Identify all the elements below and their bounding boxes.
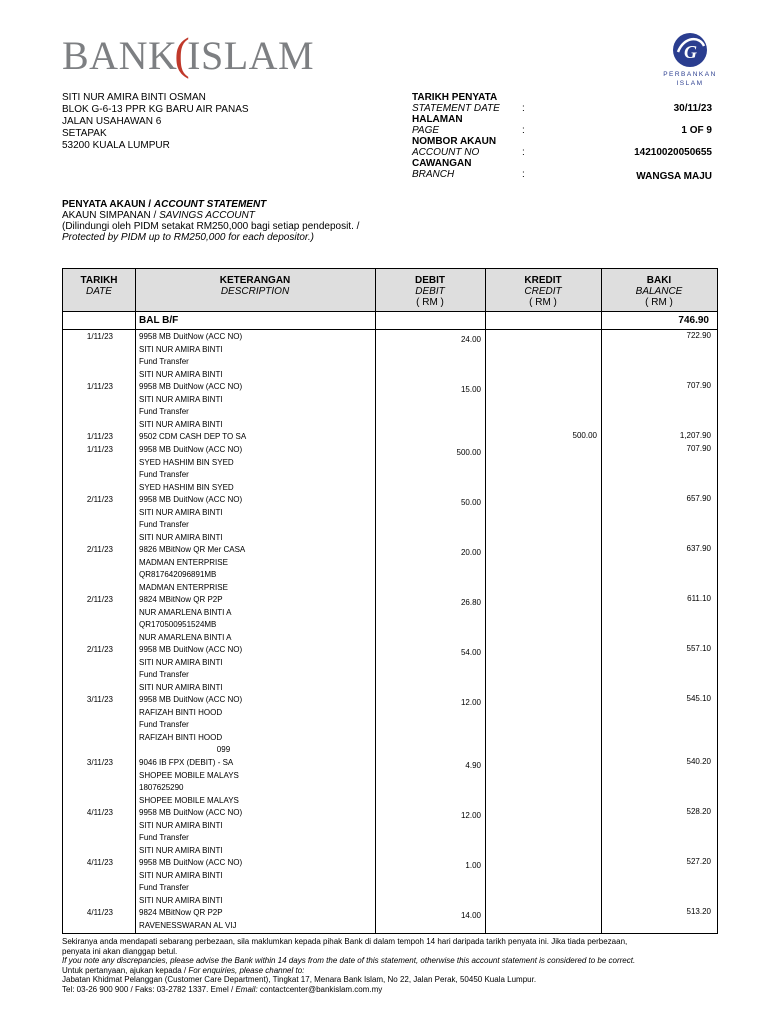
tx-description-line: SITI NUR AMIRA BINTI: [139, 657, 223, 667]
svg-text:G: G: [684, 42, 697, 62]
header-date-ms: TARIKH: [80, 275, 118, 286]
tx-balance: 513.20: [686, 907, 711, 916]
tx-description-line: SYED HASHIM BIN SYED: [139, 457, 234, 467]
header-description: [135, 275, 375, 297]
tx-description: [139, 907, 369, 932]
colon: :: [522, 125, 525, 136]
tx-description: [139, 807, 369, 857]
tx-date: 2/11/23: [86, 595, 113, 604]
tx-description-line: 9958 MB DuitNow (ACC NO): [139, 695, 243, 704]
account-type-en: SAVINGS ACCOUNT: [159, 210, 255, 221]
account-label-ms: NOMBOR AKAUN: [412, 136, 497, 147]
bal-bf-divider: [63, 329, 717, 330]
account-info: [62, 199, 359, 243]
tx-debit: 14.00: [460, 911, 481, 920]
address-line: JALAN USAHAWAN 6: [62, 116, 162, 127]
tx-balance: 637.90: [686, 544, 711, 553]
tx-debit: 1.00: [465, 861, 481, 870]
column-divider: [135, 269, 136, 933]
tx-debit: 12.00: [460, 811, 481, 820]
tx-description-line: 1807625290: [139, 783, 184, 792]
tx-description-line: 9958 MB DuitNow (ACC NO): [139, 495, 243, 504]
tx-description-line: 9958 MB DuitNow (ACC NO): [139, 382, 243, 391]
tx-description-line: SHOPEE MOBILE MALAYS: [139, 795, 239, 805]
tx-debit: 20.00: [460, 548, 481, 557]
tx-description-line: RAVENESSWARAN AL VIJ: [139, 920, 237, 930]
tx-balance: 707.90: [686, 444, 711, 453]
tx-description-line: 099: [139, 745, 231, 754]
tx-description: [139, 857, 369, 907]
emblem-text-2: ISLAM: [676, 80, 704, 87]
branch-label-ms: CAWANGAN: [412, 158, 472, 169]
address-line: SETAPAK: [62, 128, 107, 139]
tx-description-line: Fund Transfer: [139, 833, 189, 842]
tx-description-line: SITI NUR AMIRA BINTI: [139, 507, 223, 517]
header-bal-unit: ( RM ): [645, 297, 673, 308]
tx-description-line: 9826 MBitNow QR Mer CASA: [139, 545, 246, 554]
tx-balance: 657.90: [686, 494, 711, 503]
tx-description-line: SITI NUR AMIRA BINTI: [139, 532, 223, 542]
tx-balance: 722.90: [686, 331, 711, 340]
tx-description-line: RAFIZAH BINTI HOOD: [139, 732, 223, 742]
tx-description: [139, 494, 369, 544]
tx-balance: 527.20: [686, 857, 711, 866]
emblem-icon: [670, 30, 710, 70]
tx-description-line: 9958 MB DuitNow (ACC NO): [139, 445, 243, 454]
tx-date: 4/11/23: [86, 808, 113, 817]
tx-date: 2/11/23: [86, 495, 113, 504]
tx-date: 1/11/23: [86, 332, 113, 341]
address-line: BLOK G-6-13 PPR KG BARU AIR PANAS: [62, 104, 249, 115]
tx-description-line: 9824 MBitNow QR P2P: [139, 595, 223, 604]
statement-date: 30/11/23: [673, 103, 712, 114]
tx-balance: 1,207.90: [679, 431, 711, 440]
tx-description-line: 9958 MB DuitNow (ACC NO): [139, 808, 243, 817]
tx-date: 2/11/23: [86, 545, 113, 554]
tx-description: [139, 331, 369, 381]
tx-debit: 4.90: [465, 761, 481, 770]
tx-description-line: SHOPEE MOBILE MALAYS: [139, 770, 239, 780]
tx-description-line: SITI NUR AMIRA BINTI: [139, 369, 223, 379]
tx-description: [139, 757, 369, 807]
tx-description-line: 9824 MBitNow QR P2P: [139, 908, 223, 917]
tx-date: 1/11/23: [86, 382, 113, 391]
footer-email[interactable]: contactcenter@bankislam.com.my: [259, 984, 383, 994]
tx-debit: 24.00: [460, 335, 481, 344]
tx-description-line: SITI NUR AMIRA BINTI: [139, 682, 223, 692]
tx-debit: 54.00: [460, 648, 481, 657]
tx-balance: 557.10: [686, 644, 711, 653]
statement-title-en: ACCOUNT STATEMENT: [153, 199, 267, 210]
bank-logo: [62, 30, 314, 80]
header-desc-ms: KETERANGAN: [219, 275, 291, 286]
header-credit-en: CREDIT: [524, 286, 562, 297]
tx-balance: 540.20: [686, 757, 711, 766]
header-debit-en: DEBIT: [415, 286, 445, 297]
footer-line: penyata ini akan dianggap betul.: [62, 946, 178, 956]
tx-description: [139, 444, 369, 494]
tx-description: [139, 594, 369, 644]
tx-date: 2/11/23: [86, 645, 113, 654]
tx-description-line: 9958 MB DuitNow (ACC NO): [139, 645, 243, 654]
account-number: 14210020050655: [634, 147, 712, 158]
statement-meta: [412, 92, 712, 180]
tx-balance: 545.10: [686, 694, 711, 703]
header-balance: [601, 275, 717, 308]
tx-date: 3/11/23: [86, 695, 113, 704]
logo-arc: (: [174, 28, 191, 79]
colon: :: [522, 103, 525, 114]
footer-notes: [62, 937, 722, 995]
header-desc-en: DESCRIPTION: [220, 286, 290, 297]
customer-name: SITI NUR AMIRA BINTI OSMAN: [62, 92, 206, 103]
tx-balance: 611.10: [687, 594, 711, 603]
customer-address: [62, 92, 249, 152]
tx-date: 1/11/23: [86, 432, 113, 441]
tx-description-line: Fund Transfer: [139, 883, 189, 892]
tx-description: [139, 644, 369, 694]
branch-name: WANGSA MAJU: [636, 171, 712, 182]
tx-description-line: 9958 MB DuitNow (ACC NO): [139, 332, 243, 341]
pidm-note-en: Protected by PIDM up to RM250,000 for each depositor.): [62, 232, 314, 243]
tx-description-line: MADMAN ENTERPRISE: [139, 557, 228, 567]
logo-text-right: ISLAM: [187, 33, 315, 78]
perbankan-islam-emblem: [660, 30, 720, 88]
colon: :: [522, 169, 525, 180]
tx-date: 3/11/23: [86, 758, 113, 767]
emblem-text-1: PERBANKAN: [663, 71, 717, 78]
transactions-table: [62, 268, 718, 934]
page-number: 1 OF 9: [681, 125, 712, 136]
date-label-en: STATEMENT DATE: [412, 103, 500, 114]
footer-line: Jabatan Khidmat Pelanggan (Customer Care Department), Tingkat 17, Menara Bank Islam, No 22, Jalan Perak, 50450 Kuala Lumpur.: [62, 975, 537, 985]
account-label-en: ACCOUNT NO: [412, 147, 480, 158]
statement-title-ms: PENYATA AKAUN /: [62, 199, 152, 210]
tx-description-line: RAFIZAH BINTI HOOD: [139, 707, 223, 717]
tx-description-line: SITI NUR AMIRA BINTI: [139, 895, 223, 905]
tx-debit: 12.00: [460, 698, 481, 707]
tx-description-line: 9958 MB DuitNow (ACC NO): [139, 858, 243, 867]
tx-description-line: QR817642096891MB: [139, 570, 217, 579]
tx-description-line: QR170500951524MB: [139, 620, 217, 629]
tx-date: 4/11/23: [86, 858, 113, 867]
tx-description-line: SITI NUR AMIRA BINTI: [139, 820, 223, 830]
footer-line: Sekiranya anda mendapati sebarang perbezaan, sila maklumkan kepada pihak Bank di dalam tempoh 14 hari daripada tarikh penyata ini. Jika tiada perbezaan,: [62, 937, 628, 946]
table-header: [63, 269, 717, 312]
tx-debit: 15.00: [460, 385, 481, 394]
tx-balance: 528.20: [686, 807, 711, 816]
tx-debit: 26.80: [460, 598, 481, 607]
tx-balance: 707.90: [686, 381, 711, 390]
colon: :: [522, 147, 525, 158]
branch-label-en: BRANCH: [412, 169, 455, 180]
tx-description-line: SITI NUR AMIRA BINTI: [139, 870, 223, 880]
tx-credit: 500.00: [572, 431, 597, 440]
header-date: [63, 275, 135, 297]
header-debit-unit: ( RM ): [416, 297, 444, 308]
tx-description-line: Fund Transfer: [139, 720, 189, 729]
footer-enquiry-en: For enquiries, please channel to:: [188, 965, 305, 975]
bal-bf-label: BAL B/F: [139, 315, 179, 326]
header-credit: [485, 275, 601, 308]
pidm-note-ms: (Dilindungi oleh PIDM setakat RM250,000 bagi setiap pendeposit. /: [62, 221, 360, 232]
tx-description-line: 9502 CDM CASH DEP TO SA: [139, 432, 247, 441]
tx-description-line: MADMAN ENTERPRISE: [139, 582, 228, 592]
tx-description-line: SITI NUR AMIRA BINTI: [139, 419, 223, 429]
footer-line: If you note any discrepancies, please advise the Bank within 14 days from the date of this statement, otherwise this account statement is considered to be correct.: [62, 956, 636, 966]
logo-text-left: BANK: [62, 33, 178, 78]
page-label-ms: HALAMAN: [412, 114, 463, 125]
bal-bf-value: 746.90: [678, 315, 709, 326]
tx-description: [139, 694, 369, 757]
tx-description-line: Fund Transfer: [139, 520, 189, 529]
header-date-en: DATE: [86, 286, 112, 297]
footer-enquiry-ms: Untuk pertanyaan, ajukan kepada /: [62, 965, 187, 975]
address-line: 53200 KUALA LUMPUR: [62, 140, 170, 151]
tx-description-line: Fund Transfer: [139, 357, 189, 366]
tx-description: [139, 381, 369, 431]
tx-date: 4/11/23: [86, 908, 113, 917]
footer-contact: Tel: 03-26 900 900 / Faks: 03-2782 1337. Emel /: [62, 984, 234, 994]
header-debit: [375, 275, 485, 308]
date-label-ms: TARIKH PENYATA: [412, 92, 498, 103]
tx-description-line: NUR AMARLENA BINTI A: [139, 607, 232, 617]
tx-description-line: 9046 IB FPX (DEBIT) - SA: [139, 758, 234, 767]
tx-debit: 50.00: [460, 498, 481, 507]
footer-email-label: Email:: [235, 984, 258, 994]
tx-description-line: NUR AMARLENA BINTI A: [139, 632, 232, 642]
tx-description-line: Fund Transfer: [139, 670, 189, 679]
column-divider: [601, 269, 602, 933]
tx-description-line: SITI NUR AMIRA BINTI: [139, 394, 223, 404]
header-credit-unit: ( RM ): [529, 297, 557, 308]
page-label-en: PAGE: [412, 125, 440, 136]
tx-description: [139, 544, 369, 594]
tx-description-line: SITI NUR AMIRA BINTI: [139, 344, 223, 354]
tx-description-line: SITI NUR AMIRA BINTI: [139, 845, 223, 855]
header-credit-ms: KREDIT: [524, 275, 562, 286]
tx-date: 1/11/23: [86, 445, 113, 454]
header-bal-en: BALANCE: [635, 286, 683, 297]
account-type-ms: AKAUN SIMPANAN /: [62, 210, 157, 221]
tx-description-line: Fund Transfer: [139, 407, 189, 416]
header-bal-ms: BAKI: [646, 275, 672, 286]
tx-description-line: SYED HASHIM BIN SYED: [139, 482, 234, 492]
header-debit-ms: DEBIT: [415, 275, 445, 286]
tx-description: [139, 431, 369, 444]
tx-debit: 500.00: [456, 448, 481, 457]
column-divider: [485, 269, 486, 933]
tx-description-line: Fund Transfer: [139, 470, 189, 479]
